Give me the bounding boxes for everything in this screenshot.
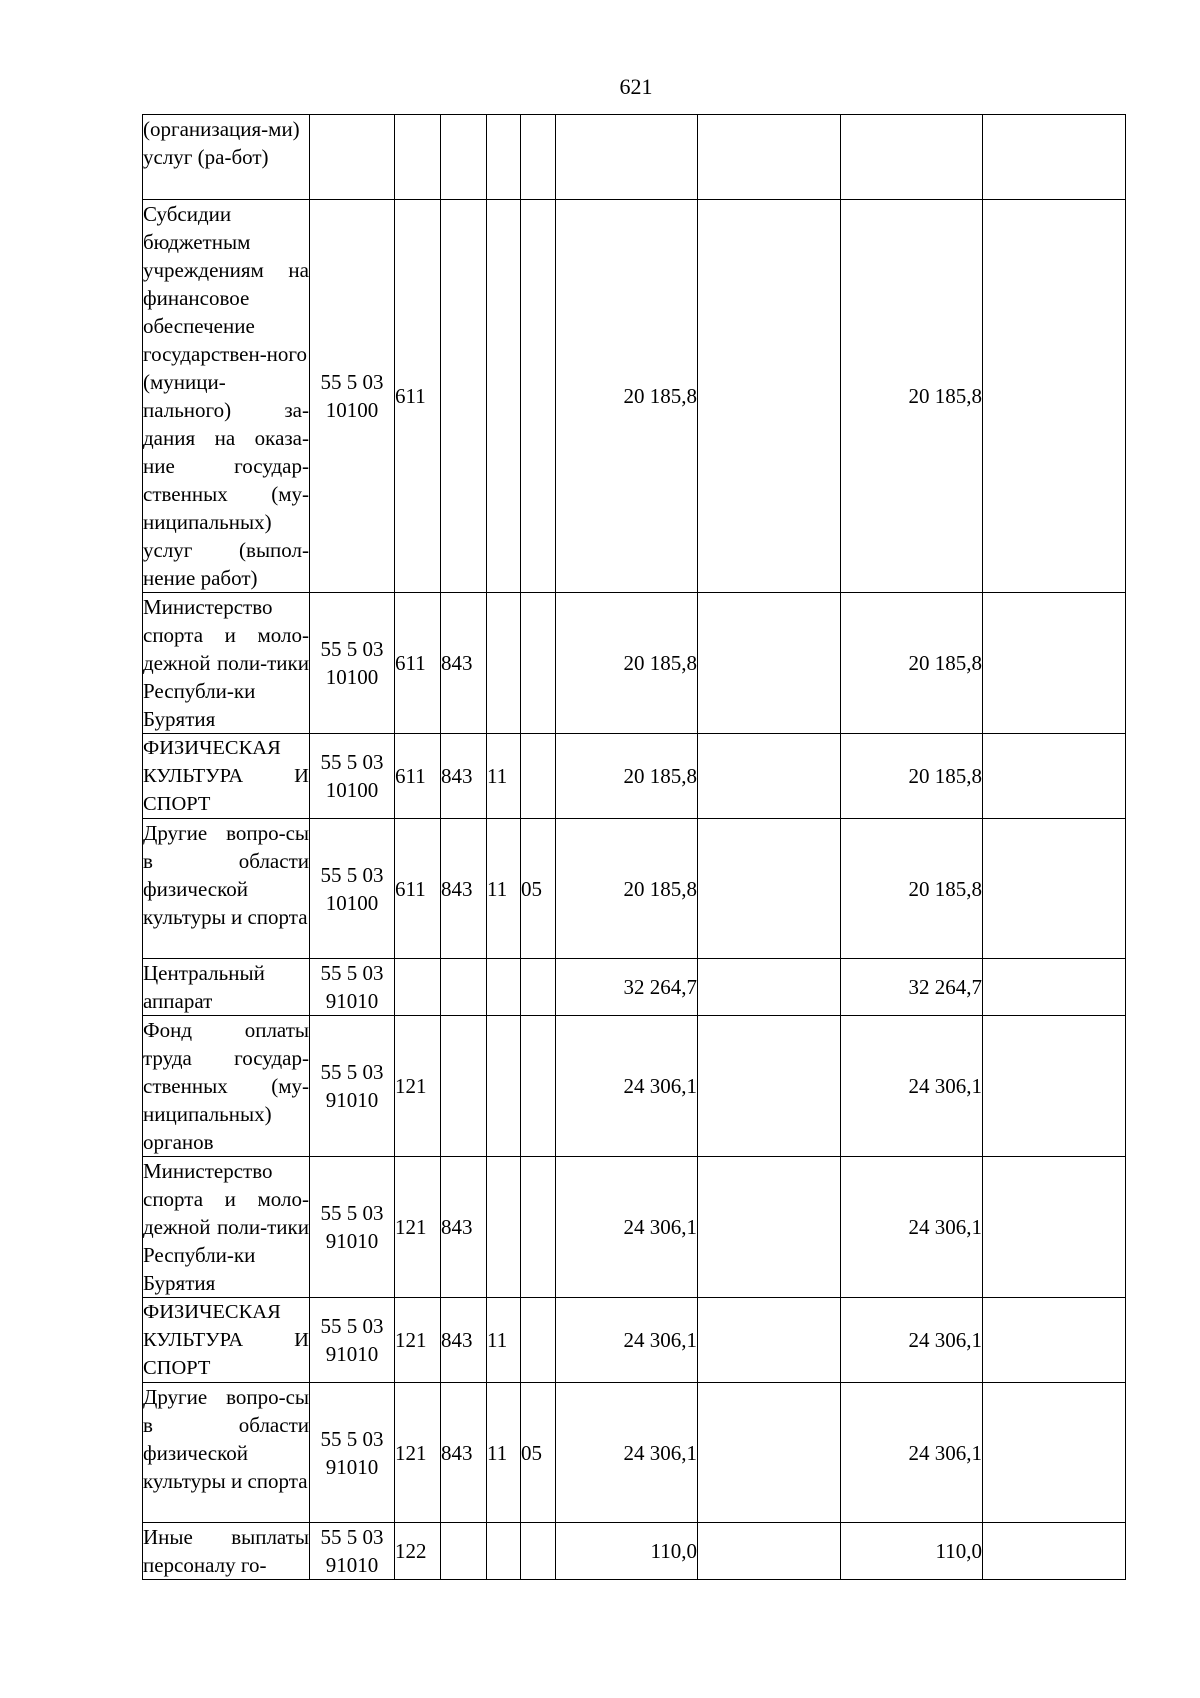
budget-table [142, 114, 1126, 1580]
row-amount-2-cell [698, 1383, 841, 1523]
table-row [143, 819, 1126, 959]
row-amount-3-cell: 24 306,1 [841, 1383, 983, 1523]
row-name-cell: Иные выплаты персоналу го- [143, 1523, 310, 1580]
row-section-cell [487, 593, 521, 734]
row-ministry-code-cell [441, 200, 487, 593]
row-ministry-code-cell: 843 [441, 1383, 487, 1523]
row-subsection-cell: 05 [521, 819, 556, 959]
table-row [143, 1157, 1126, 1298]
row-amount-3-cell: 20 185,8 [841, 593, 983, 734]
row-target-article-cell: 55 5 03 10100 [310, 200, 395, 593]
row-amount-2-cell [698, 819, 841, 959]
row-amount-4-cell [983, 200, 1126, 593]
row-target-article-cell: 55 5 03 91010 [310, 1298, 395, 1383]
row-section-cell [487, 200, 521, 593]
row-section-cell: 11 [487, 819, 521, 959]
row-expense-type-cell: 122 [395, 1523, 441, 1580]
row-amount-3-cell: 20 185,8 [841, 734, 983, 819]
row-amount-4-cell [983, 1157, 1126, 1298]
row-amount-4-cell [983, 819, 1126, 959]
row-amount-2-cell [698, 115, 841, 200]
row-amount-3-cell: 20 185,8 [841, 819, 983, 959]
row-name-cell: ФИЗИЧЕСКАЯ КУЛЬТУРА И СПОРТ [143, 1298, 310, 1383]
row-expense-type-cell: 121 [395, 1157, 441, 1298]
row-target-article-cell: 55 5 03 10100 [310, 734, 395, 819]
row-amount-1-cell: 24 306,1 [556, 1298, 698, 1383]
row-expense-type-cell: 611 [395, 200, 441, 593]
table-row [143, 1016, 1126, 1157]
row-amount-2-cell [698, 200, 841, 593]
row-amount-1-cell: 24 306,1 [556, 1157, 698, 1298]
row-amount-1-cell: 20 185,8 [556, 819, 698, 959]
row-ministry-code-cell: 843 [441, 1157, 487, 1298]
row-amount-2-cell [698, 1523, 841, 1580]
row-subsection-cell [521, 1016, 556, 1157]
row-amount-3-cell: 20 185,8 [841, 200, 983, 593]
row-subsection-cell [521, 200, 556, 593]
row-amount-2-cell [698, 593, 841, 734]
row-amount-4-cell [983, 1383, 1126, 1523]
row-subsection-cell [521, 593, 556, 734]
row-amount-4-cell [983, 115, 1126, 200]
row-section-cell [487, 959, 521, 1016]
row-amount-2-cell [698, 1157, 841, 1298]
table-row [143, 1523, 1126, 1580]
row-ministry-code-cell: 843 [441, 734, 487, 819]
table-row [143, 1383, 1126, 1523]
row-subsection-cell [521, 1298, 556, 1383]
row-name-cell: ФИЗИЧЕСКАЯ КУЛЬТУРА И СПОРТ [143, 734, 310, 819]
row-expense-type-cell: 121 [395, 1298, 441, 1383]
row-amount-1-cell: 20 185,8 [556, 593, 698, 734]
row-amount-4-cell [983, 1298, 1126, 1383]
row-name-cell: Министерство спорта и моло-дежной поли-тики Республи-ки Бурятия [143, 1157, 310, 1298]
row-ministry-code-cell [441, 1016, 487, 1157]
row-ministry-code-cell [441, 959, 487, 1016]
row-subsection-cell [521, 1523, 556, 1580]
row-name-cell: Другие вопро-сы в области физической культуры и спорта [143, 1383, 310, 1523]
row-amount-3-cell: 24 306,1 [841, 1298, 983, 1383]
row-target-article-cell: 55 5 03 10100 [310, 593, 395, 734]
row-amount-1-cell: 24 306,1 [556, 1383, 698, 1523]
row-section-cell: 11 [487, 1298, 521, 1383]
row-expense-type-cell [395, 115, 441, 200]
row-target-article-cell: 55 5 03 91010 [310, 1523, 395, 1580]
row-target-article-cell: 55 5 03 91010 [310, 1016, 395, 1157]
table-row [143, 115, 1126, 200]
row-expense-type-cell: 121 [395, 1016, 441, 1157]
row-name-cell: (организация-ми) услуг (ра-бот) [143, 115, 310, 200]
row-subsection-cell [521, 959, 556, 1016]
table-row [143, 200, 1126, 593]
row-section-cell [487, 1157, 521, 1298]
row-ministry-code-cell: 843 [441, 819, 487, 959]
row-section-cell [487, 1523, 521, 1580]
row-name-cell: Центральный аппарат [143, 959, 310, 1016]
row-target-article-cell [310, 115, 395, 200]
table-row [143, 1298, 1126, 1383]
row-amount-3-cell: 24 306,1 [841, 1016, 983, 1157]
table-row [143, 959, 1126, 1016]
row-amount-2-cell [698, 1298, 841, 1383]
row-subsection-cell [521, 115, 556, 200]
row-amount-3-cell [841, 115, 983, 200]
row-section-cell: 11 [487, 734, 521, 819]
row-target-article-cell: 55 5 03 91010 [310, 959, 395, 1016]
row-amount-4-cell [983, 593, 1126, 734]
row-amount-1-cell: 24 306,1 [556, 1016, 698, 1157]
row-expense-type-cell: 611 [395, 734, 441, 819]
row-amount-2-cell [698, 959, 841, 1016]
row-ministry-code-cell [441, 1523, 487, 1580]
row-amount-4-cell [983, 734, 1126, 819]
row-ministry-code-cell: 843 [441, 1298, 487, 1383]
row-ministry-code-cell [441, 115, 487, 200]
row-target-article-cell: 55 5 03 91010 [310, 1383, 395, 1523]
row-expense-type-cell: 121 [395, 1383, 441, 1523]
row-amount-1-cell: 110,0 [556, 1523, 698, 1580]
row-subsection-cell [521, 1157, 556, 1298]
row-amount-1-cell [556, 115, 698, 200]
table-body [143, 115, 1126, 1580]
row-section-cell [487, 115, 521, 200]
row-amount-1-cell: 20 185,8 [556, 200, 698, 593]
row-amount-4-cell [983, 1523, 1126, 1580]
row-subsection-cell: 05 [521, 1383, 556, 1523]
row-section-cell: 11 [487, 1383, 521, 1523]
table-row [143, 593, 1126, 734]
row-amount-3-cell: 32 264,7 [841, 959, 983, 1016]
row-subsection-cell [521, 734, 556, 819]
row-name-cell: Другие вопро-сы в области физической культуры и спорта [143, 819, 310, 959]
row-amount-3-cell: 24 306,1 [841, 1157, 983, 1298]
row-name-cell: Министерство спорта и моло-дежной поли-тики Республи-ки Бурятия [143, 593, 310, 734]
row-amount-1-cell: 20 185,8 [556, 734, 698, 819]
row-name-cell: Фонд оплаты труда государ-ственных (му-ниципальных) органов [143, 1016, 310, 1157]
page-number: 621 [619, 74, 653, 99]
row-amount-4-cell [983, 1016, 1126, 1157]
row-section-cell [487, 1016, 521, 1157]
row-amount-2-cell [698, 734, 841, 819]
row-expense-type-cell [395, 959, 441, 1016]
row-target-article-cell: 55 5 03 91010 [310, 1157, 395, 1298]
row-amount-3-cell: 110,0 [841, 1523, 983, 1580]
table-row [143, 734, 1126, 819]
row-ministry-code-cell: 843 [441, 593, 487, 734]
row-amount-1-cell: 32 264,7 [556, 959, 698, 1016]
row-expense-type-cell: 611 [395, 819, 441, 959]
row-expense-type-cell: 611 [395, 593, 441, 734]
row-amount-2-cell [698, 1016, 841, 1157]
row-amount-4-cell [983, 959, 1126, 1016]
row-name-cell: Субсидии бюджетным учреждениям на финансовое обеспечение государствен-ного (муници-пального) за-дания на оказа-ние государ-ственных (му-ниципальных) услуг (выпол-нение работ) [143, 200, 310, 593]
row-target-article-cell: 55 5 03 10100 [310, 819, 395, 959]
